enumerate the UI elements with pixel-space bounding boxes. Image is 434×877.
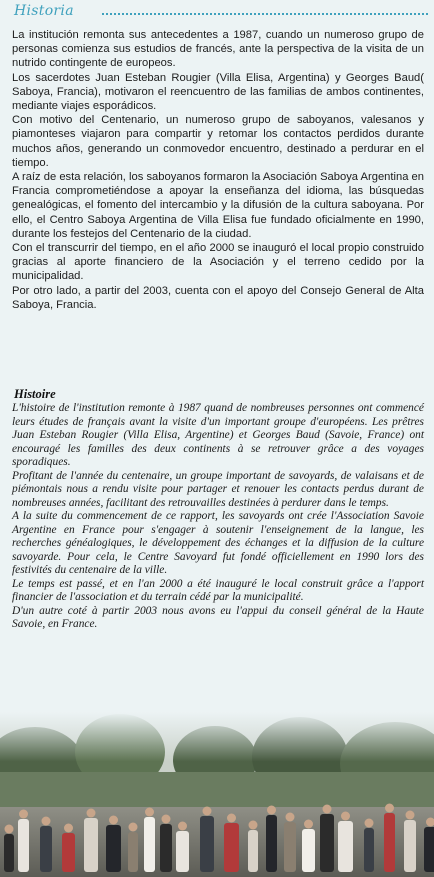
french-paragraph: D'un autre coté à partir 2003 nous avons eu l'appui du conseil général de la Haute Savoie, en France. [12, 604, 424, 630]
spanish-paragraph: Los sacerdotes Juan Esteban Rougier (Villa Elisa, Argentina) y Georges Baud( Saboya, Francia), motivaron el reencuentro de las familias de ambos continentes, mediante viajes esporádicos. [12, 71, 424, 113]
french-title: Histoire [14, 387, 56, 401]
section-header [6, 3, 430, 21]
french-text [12, 402, 424, 632]
spanish-paragraph: Por otro lado, a partir del 2003, cuenta con el apoyo del Consejo General de Alta Saboya, Francia. [12, 284, 424, 311]
dotted-rule [102, 13, 428, 15]
spanish-paragraph: La institución remonta sus antecedentes a 1987, cuando un numeroso grupo de personas comienza sus estudios de francés, ante la perspectiva de la visita de un nutrido contingente de europeos. [12, 29, 424, 70]
section-title: Historia [14, 3, 74, 19]
photo-illustration [0, 712, 434, 877]
french-paragraph: Le temps est passé, et en l'an 2000 a été inauguré le local construit grâce a l'apport financier de l'association et du terrain cédé par la municipalité. [12, 577, 424, 603]
spanish-paragraph: A raíz de esta relación, los saboyanos formaron la Asociación Saboya Argentina en Francia comprometiéndose a apoyar la enseñanza del idioma, las búsquedas genealógicas, el fomento del intercambio y la difusión de la cultura saboyana. Por ello, el Centro Saboya Argentina de Villa Elisa fue fundado oficialmente en 1990, durante los festejos del Centenario de la ciudad. [12, 171, 424, 240]
spanish-paragraph: Con el transcurrir del tiempo, en el año 2000 se inauguró el local propio construido gracias al aporte financiero de la Asociación y el terreno cedido por la municipalidad. [12, 242, 424, 283]
group-photo [0, 712, 434, 877]
french-paragraph: A la suite du commencement de ce rapport, les savoyards ont crée l'Association Savoie Argentine en France pour s'engager à soutenir l'enseignement de la langue, les recherches généalogiques, le développement des échanges et la diffusion de la culture savoyarde. Pour cela, le Centre Savoyard fut fondé officiellement en 1990 lors des festivités du centenaire de la ville. [12, 510, 424, 576]
french-paragraph: L'histoire de l'institution remonte à 1987 quand de nombreuses personnes ont commencé leurs études de français avant la visite d'un important groupe d'européens. Les prêtres Juan Esteban Rougier (Villa Elisa, Argentine) et Georges Baud (Savoie, France) ont encouragé les familles des deux continents à se retrouver grâce a des voyages sporadiques. [12, 402, 424, 468]
french-paragraph: Profitant de l'année du centenaire, un groupe important de savoyards, de valaisans et de piémontais nous a rendu visite pour partager et renouer les contacts perdus durant de nombreuses années, facilitant des retrouvailles destinées à perdurer dans le temps. [12, 469, 424, 509]
spanish-text [12, 28, 424, 312]
spanish-paragraph: Con motivo del Centenario, un numeroso grupo de saboyanos, valesanos y piamonteses viajaron para compartir y retomar los contactos perdidos durante muchos años, generando un conmovedor encuentro, destinado a perdurar en el tiempo. [12, 114, 424, 169]
